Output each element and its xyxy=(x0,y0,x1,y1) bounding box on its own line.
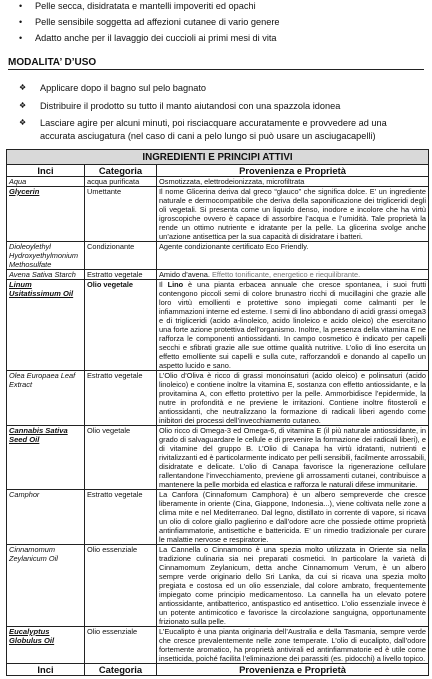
category-cell: Olio vegetale xyxy=(85,426,157,490)
category-cell: Umettante xyxy=(85,187,157,242)
inci-cell: Cannabis Sativa Seed Oil xyxy=(7,426,85,490)
properties-cell: La Canfora (Cinnafomum Camphora) è un albero sempreverde che cresce liberamente in oriente (Cina, Giappone, Indonesia...), viene coltivata nelle zone a clima mite e nel Mediterraneo. Dal legno, distillato in corrente di vapore, si ricava un olio di colore giallo paglierino e dall’odore acre che possiede ottime proprietà antinfiammatorie, antisettiche e battericida. E’ un rimedio tradizionale per curare le malattie nervose e respiratorie. xyxy=(157,490,429,545)
properties-cell: La Cannella o Cinnamomo è una spezia molto utilizzata in Oriente sia nella tradizione culinaria sia nei preparati cosmetici. In particolare la varietà di Cinnamomum Zeylanicum, detta anche Cinnamomum Verum, è un albero sempre verde originario dello Sri Lanka, da cui si ricava una spezia molto pregiata e costosa ed un olio essenziale, dal colore ambrato, frequentemente impiegato come principio medicamentoso. La cannella ha un elevato potere antiossidante, antibatterico, antispastico ed antisettico. L’olio essenziale invece è un potente antimicotico e favorisce la circolazione sanguigna, opportunamente frizionato sulla pelle. xyxy=(157,545,429,627)
list-item: ❖ Applicare dopo il bagno sul pelo bagnato xyxy=(19,83,207,93)
bullet-icon: • xyxy=(19,1,23,11)
table-row xyxy=(7,242,429,270)
category-cell: Olio vegetale xyxy=(85,280,157,371)
column-header-category: Categoria xyxy=(85,165,157,177)
table-row xyxy=(7,177,429,187)
column-header-properties: Provenienza e Proprietà xyxy=(157,165,429,177)
table-row xyxy=(7,426,429,490)
table-row xyxy=(7,545,429,627)
diamond-bullet-icon: ❖ xyxy=(19,118,27,128)
table-row xyxy=(7,187,429,242)
column-header-inci: Inci xyxy=(7,165,85,177)
list-item: • Adatto anche per il lavaggio dei cuccioli ai primi mesi di vita xyxy=(19,33,277,43)
section-title-usage: MODALITA’ D’USO xyxy=(8,57,424,70)
properties-cell: L’Olio d’Oliva è ricco di grassi monoinsaturi (acido oleico) e polinsaturi (acido linoleico) e contiene inoltre la vitamina E, sostanza con effetto antiossidante, e la provitamina A, con effetto protettivo per la pelle. Ammorbidisce l’epidermide, la nutre in profondità e ne previene le irritazioni. Contiene inoltre fitosteroli e antiossidanti, che neutralizzano la formazione di radicali liberi agendo come inibitori dei processi dell’invecchiamento cutaneo. xyxy=(157,371,429,426)
category-cell: acqua purificata xyxy=(85,177,157,187)
inci-cell: Aqua xyxy=(7,177,85,187)
properties-cell: Il nome Glicerina deriva dal greco “glauco” che significa dolce. E’ un ingrediente naturale e dermocompatibile che deriva della saponificazione dei trigliceridi degli oli vegetali. Si presenta come un liquido denso, inodore e incolore che ha virtù igroscopiche ovvero è capace di assorbire l’acqua e l’umidità. Tale proprietà la rende un ottimo nutriente e idratante per la pelle. La glicerina svolge anche un’azione antisettica per la sua capacità di disidratare i batteri. xyxy=(157,187,429,242)
inci-cell: Avena Sativa Starch xyxy=(7,270,85,280)
table-row xyxy=(7,371,429,426)
category-cell: Olio essenziale xyxy=(85,545,157,627)
inci-cell: Olea Europaea Leaf Extract xyxy=(7,371,85,426)
diamond-bullet-icon: ❖ xyxy=(19,83,27,92)
inci-cell: Dioleoylethyl Hydroxyethylmonium Methosulfate xyxy=(7,242,85,270)
bullet-icon: • xyxy=(19,17,23,27)
table-row xyxy=(7,270,429,280)
usage-list xyxy=(0,82,432,142)
inci-cell: Linum Usitatissimum Oil xyxy=(7,280,85,371)
category-cell: Estratto vegetale xyxy=(85,270,157,280)
properties-cell: Amido d’avena. Effetto tonificante, energetico e riequilibrante. xyxy=(157,270,429,280)
table-row xyxy=(7,490,429,545)
category-cell: Estratto vegetale xyxy=(85,490,157,545)
inci-cell: Cinnamomum Zeylanicum Oil xyxy=(7,545,85,627)
indications-list xyxy=(0,0,432,45)
footer-header-inci: Inci xyxy=(7,664,85,676)
footer-header-category: Categoria xyxy=(85,664,157,676)
diamond-bullet-icon: ❖ xyxy=(19,100,27,110)
properties-cell: Olio ricco di Omega-3 ed Omega-6, di vitamina E (il più naturale antiossidante, in grado di salvaguardare le cellule e di prevenire la formazione dei radicali liberi), e di vitamine del gruppo B. L’Olio di Canapa ha virtù idratanti, nutrienti e rivitalizzanti ed è particolarmente indicato per pelli sensibili, facilmente arrossabili, disidratate e delicate. L’olio di Canapa favorisce la rigenerazione cellulare rallentandone l’invecchiamento, previene gli arrossamenti cutanei, contribuisce a mantenere la pelle morbida ed elastica e rafforza le naturali difese immunitarie. xyxy=(157,426,429,490)
category-cell: Condizionante xyxy=(85,242,157,270)
properties-cell: L’Eucalipto è una pianta originaria dell’Australia e della Tasmania, sempre verde che cresce prevalentemente nelle zone temperate. L’olio di eucalipto, dall’odore fortemente aromatico, ha proprietà antivirali ed antinfiammatorie ed è utile come insetticida, poiché facilita l’eliminazione dei parassiti (es. pidocchi) a livello topico. xyxy=(157,627,429,664)
properties-cell: Agente condizionante certificato Eco Friendly. xyxy=(157,242,429,270)
ingredients-table xyxy=(6,149,429,676)
table-row xyxy=(7,280,429,371)
page xyxy=(0,0,432,147)
category-cell: Olio essenziale xyxy=(85,627,157,664)
footer-header-properties: Provenienza e Proprietà xyxy=(157,664,429,676)
table-row xyxy=(7,627,429,664)
inci-cell: Glycerin xyxy=(7,187,85,242)
list-item: • Pelle sensibile soggetta ad affezioni cutanee di vario genere xyxy=(19,17,280,27)
category-cell: Estratto vegetale xyxy=(85,371,157,426)
list-item: • Pelle secca, disidratata e mantelli impoveriti ed opachi xyxy=(19,1,256,11)
list-item: ❖ Distribuire il prodotto su tutto il manto aiutandosi con una spazzola idonea xyxy=(19,100,341,111)
inci-cell: Eucalyptus Globulus Oil xyxy=(7,627,85,664)
list-item: ❖ Lasciare agire per alcuni minuti, poi risciacquare accuratamente e provvedere ad una accurata asciugatura (nel caso di cani a pelo lungo si può usare un asciugacapelli) xyxy=(19,118,387,141)
bullet-icon: • xyxy=(19,33,23,43)
properties-cell: Il Lino è una pianta erbacea annuale che cresce spontanea, i suoi frutti contengono piccoli semi di colore brunastro ricchi di mucillagini che grazie alle loro virtù emollienti e protettive sono impiegati come calmanti per le infiammazioni interne ed esterne. I semi di lino abbondano di acidi grassi omega3 e di trigliceridi (acido a-linoleico, acido linoleico e acido oleico) che esercitano una forte azione protettiva dell’organismo. Inoltre, la presenza della vitamina E ne rafforza le componenti antiossidanti. In campo cosmetico è indicato per capelli secchi e sfibrati grazie alle sue ottime qualità nutritive. L’olio di lino esercita un effetto emolliente sui capelli e sulla cute, rafforzandoli e donando al capello un aspetto lucido e sano. xyxy=(157,280,429,371)
table-title: INGREDIENTI E PRINCIPI ATTIVI xyxy=(7,150,429,165)
inci-cell: Camphor xyxy=(7,490,85,545)
properties-cell: Osmotizzata, elettrodeionizzata, microfiltrata xyxy=(157,177,429,187)
